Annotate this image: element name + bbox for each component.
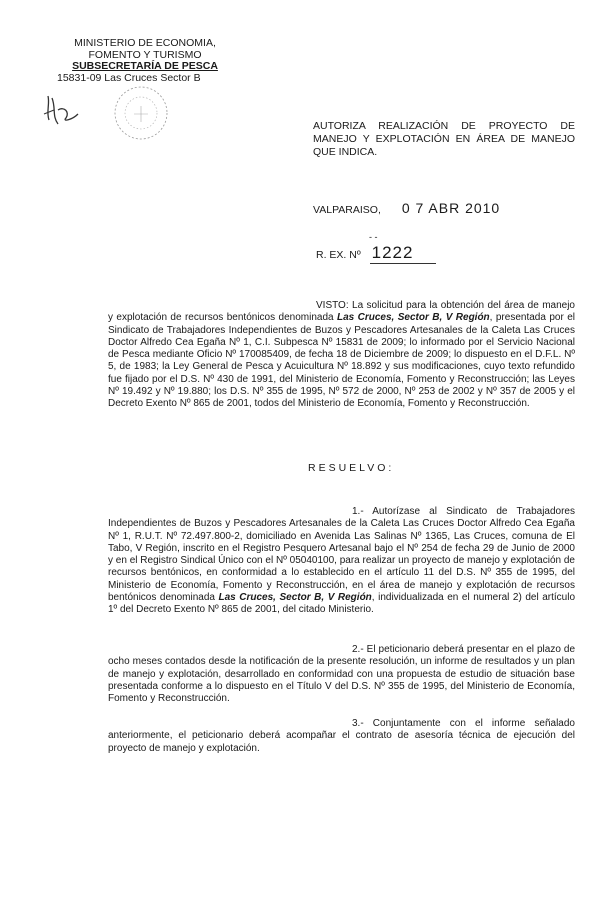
resolution-title: AUTORIZA REALIZACIÓN DE PROYECTO DE MANEJO Y EXPLOTACIÓN EN ÁREA DE MANEJO QUE INDICA. xyxy=(313,120,575,158)
resuelvo-heading: RESUELVO: xyxy=(308,462,395,474)
visto-text-2: , presentada por el Sindicato de Trabajadores Independientes de Buzos y Pescadores Artesanales de la Caleta Las Cruces Doctor Alfredo Cea Egaña Nº 1, C.I. Subpesca Nº 15831 de 2009; lo informado por el Servicio Nacional de Pesca mediante Oficio Nº 170085409, de fecha 18 de Diciembre de 2009; lo dispuesto en el D.F.L. Nº 5, de 1983; la Ley General de Pesca y Acuicultura Nº 18.892 y sus modificaciones, cuyo texto refundido fue fijado por el D.S. Nº 430 de 1991, del Ministerio de Economía, Fomento y Reconstrucción; las Leyes Nº 19.492 y Nº 19.880; los D.S. Nº 355 de 1995, Nº 572 de 2000, Nº 253 de 2002 y Nº 357 de 2005 y el Decreto Exento Nº 865 de 2001, todos del Ministerio de Economía, Fomento y Reconstrucción. xyxy=(108,312,575,410)
date-stamp: 0 7 ABR 2010 xyxy=(401,200,501,216)
rex-number: 1222 xyxy=(370,243,436,264)
visto-paragraph xyxy=(108,300,575,411)
item-1-paragraph xyxy=(108,506,575,617)
item-2-text: 2.- El peticionario deberá presentar en el plazo de ocho meses contados desde la notificación de la presente resolución, un informe de resultados y un plan de manejo y explotación, desarrollado en conformidad con una propuesta de estudio de situación base presentada conforme a lo dispuesto en el Título V del D.S. Nº 355 de 1995, del Ministerio de Economía, Fomento y Reconstrucción. xyxy=(108,644,575,705)
ministry-line-1: MINISTERIO DE ECONOMIA, xyxy=(74,37,216,49)
item-3-paragraph xyxy=(108,718,575,755)
visto-area-name: Las Cruces, Sector B, V Región xyxy=(336,312,490,324)
place-and-date xyxy=(313,200,500,216)
official-stamp xyxy=(112,84,170,142)
mark-dash: - - xyxy=(369,232,378,242)
item-1-text-a: 1.- Autorízase al Sindicato de Trabajadores Independientes de Buzos y Pescadores Artesanales de la Caleta Las Cruces Doctor Alfredo Cea Egaña Nº 1, R.U.T. Nº 72.497.800-2, domiciliado en Avenida Las Salinas Nº 1365, Las Cruces, comuna de El Tabo, V Región, inscrito en el Registro Pesquero Artesanal bajo el Nº 254 de fecha 29 de Junio de 2000 y en el Registro Sindical Único con el Nº 05040100, para realizar un proyecto de manejo y explotación de recursos bentónicos, en conformidad a lo establecido en el artículo 11 del D.S. Nº 355 de 1995, del Ministerio de Economía, Fomento y Reconstrucción, en el área de manejo y explotación de recursos bentónicos denominada xyxy=(108,506,575,604)
reference-code: 15831-09 Las Cruces Sector B xyxy=(57,71,201,84)
item-2-paragraph xyxy=(108,644,575,705)
place: VALPARAISO, xyxy=(313,204,381,216)
letterhead xyxy=(55,38,235,84)
item-1-text-b: , individualizada en el numeral 2) del artículo 1º del Decreto Exento Nº 865 de 2001, del citado Ministerio. xyxy=(108,592,576,616)
subsecretaria-line: SUBSECRETARÍA DE PESCA xyxy=(72,60,218,72)
resolution-number-line xyxy=(316,243,436,264)
item-1-area-name: Las Cruces, Sector B, V Región xyxy=(218,592,372,604)
visto-text-1: VISTO: La solicitud para la obtención del área de manejo y explotación de recursos bentónicos denominada xyxy=(108,300,575,324)
handwritten-signature xyxy=(40,90,100,130)
item-3-text: 3.- Conjuntamente con el informe señalado anteriormente, el peticionario deberá acompañar el contrato de asesoría técnica de ejecución del proyecto de manejo y explotación. xyxy=(108,718,575,754)
ministry-line-2: FOMENTO Y TURISMO xyxy=(88,48,202,61)
rex-label: R. EX. Nº xyxy=(316,249,361,261)
